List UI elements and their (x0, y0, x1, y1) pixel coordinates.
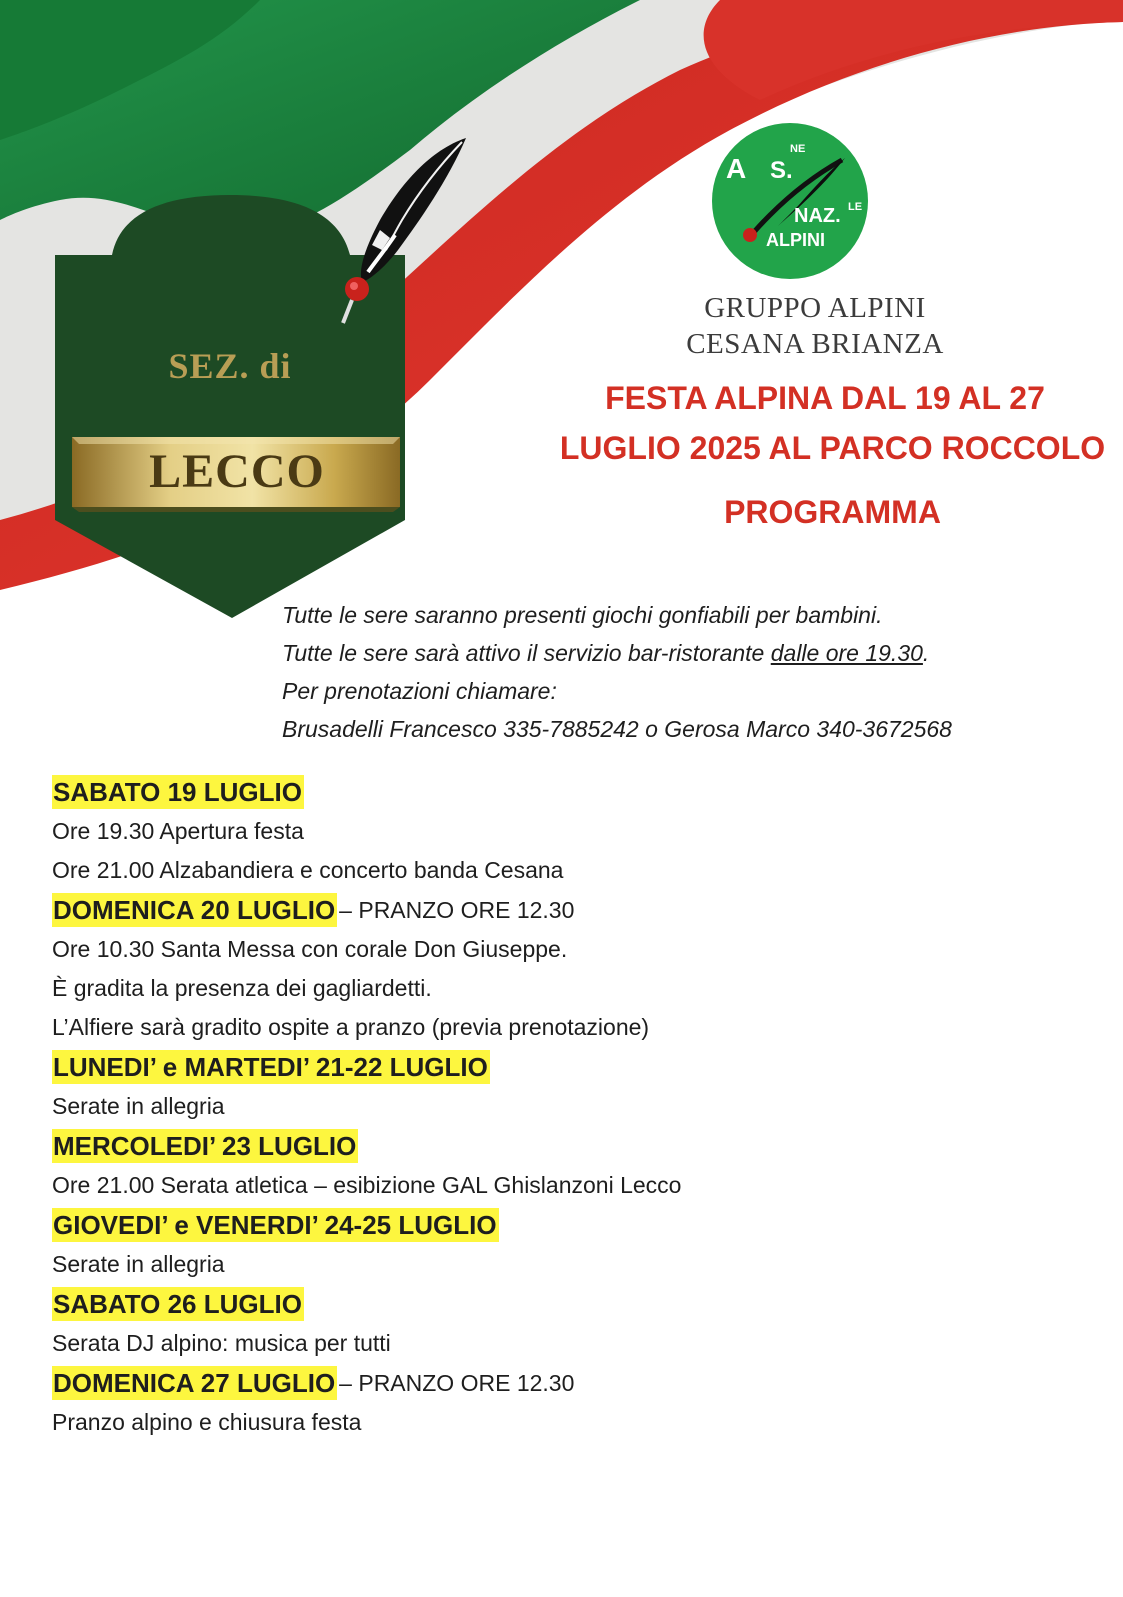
event-line: Serata DJ alpino: musica per tutti (52, 1330, 391, 1356)
event-line: Serate in allegria (52, 1093, 225, 1119)
intro-bar-time: dalle ore 19.30 (770, 640, 923, 666)
day-label: MERCOLEDI’ 23 LUGLIO (53, 1131, 357, 1161)
event-line: Ore 21.00 Serata atletica – esibizione GAL Ghislanzoni Lecco (52, 1172, 682, 1198)
day-label: SABATO 26 LUGLIO (53, 1289, 302, 1319)
day-label: DOMENICA 20 LUGLIO (53, 895, 336, 925)
logo-text-naz: NAZ. (794, 205, 841, 227)
lecco-label: LECCO (149, 445, 325, 498)
program-list (52, 772, 1052, 1442)
event-line: Ore 10.30 Santa Messa con corale Don Giuseppe. (52, 936, 568, 962)
logo-text-alpini: ALPINI (766, 230, 826, 250)
festa-title-line-2: LUGLIO 2025 AL PARCO ROCCOLO (559, 430, 1106, 466)
intro-line-3: Per prenotazioni chiamare: (282, 678, 557, 704)
sezione-label: SEZ. di (168, 346, 292, 386)
group-name-line-2: CESANA BRIANZA (686, 328, 944, 360)
day-heading (52, 1205, 1052, 1245)
intro-line-1: Tutte le sere saranno presenti giochi gonfiabili per bambini. (282, 602, 883, 628)
lunch-time: – PRANZO ORE 12.30 (339, 1369, 575, 1396)
intro-line-2 (282, 634, 1102, 672)
event-line: Ore 21.00 Alzabandiera e concerto banda Cesana (52, 857, 564, 883)
logo-text-a: A (726, 153, 747, 184)
ana-logo-icon (708, 119, 872, 283)
intro-line-2-suffix: . (922, 640, 930, 666)
event-line: È gradita la presenza dei gagliardetti. (52, 975, 432, 1001)
event-line: Serate in allegria (52, 1251, 225, 1277)
event-line: Pranzo alpino e chiusura festa (52, 1409, 362, 1435)
logo-text-s: S. (770, 157, 793, 184)
logo-text-ne: NE (790, 143, 806, 155)
intro-block (282, 596, 1102, 748)
lunch-time: – PRANZO ORE 12.30 (339, 896, 575, 923)
day-label: SABATO 19 LUGLIO (53, 777, 302, 807)
intro-contacts: Brusadelli Francesco 335-7885242 o Gerosa Marco 340-3672568 (282, 716, 952, 742)
day-heading (52, 1126, 1052, 1166)
programma-heading: PROGRAMMA (724, 494, 941, 530)
event-line: Ore 19.30 Apertura festa (52, 818, 304, 844)
day-label: GIOVEDI’ e VENERDI’ 24-25 LUGLIO (53, 1210, 497, 1240)
festa-title-line-1: FESTA ALPINA DAL 19 AL 27 (605, 380, 1045, 416)
day-heading (52, 1284, 1052, 1324)
event-line: L’Alfiere sarà gradito ospite a pranzo (previa prenotazione) (52, 1014, 650, 1040)
day-label: DOMENICA 27 LUGLIO (53, 1368, 336, 1398)
day-heading (52, 1047, 1052, 1087)
day-label: LUNEDI’ e MARTEDI’ 21-22 LUGLIO (53, 1052, 488, 1082)
day-heading (52, 1363, 1052, 1403)
day-heading (52, 772, 1052, 812)
logo-text-le: LE (848, 201, 863, 213)
intro-line-2-prefix: Tutte le sere sarà attivo il servizio bar-ristorante (282, 640, 771, 666)
group-name-line-1: GRUPPO ALPINI (704, 292, 926, 324)
day-heading (52, 890, 1052, 930)
